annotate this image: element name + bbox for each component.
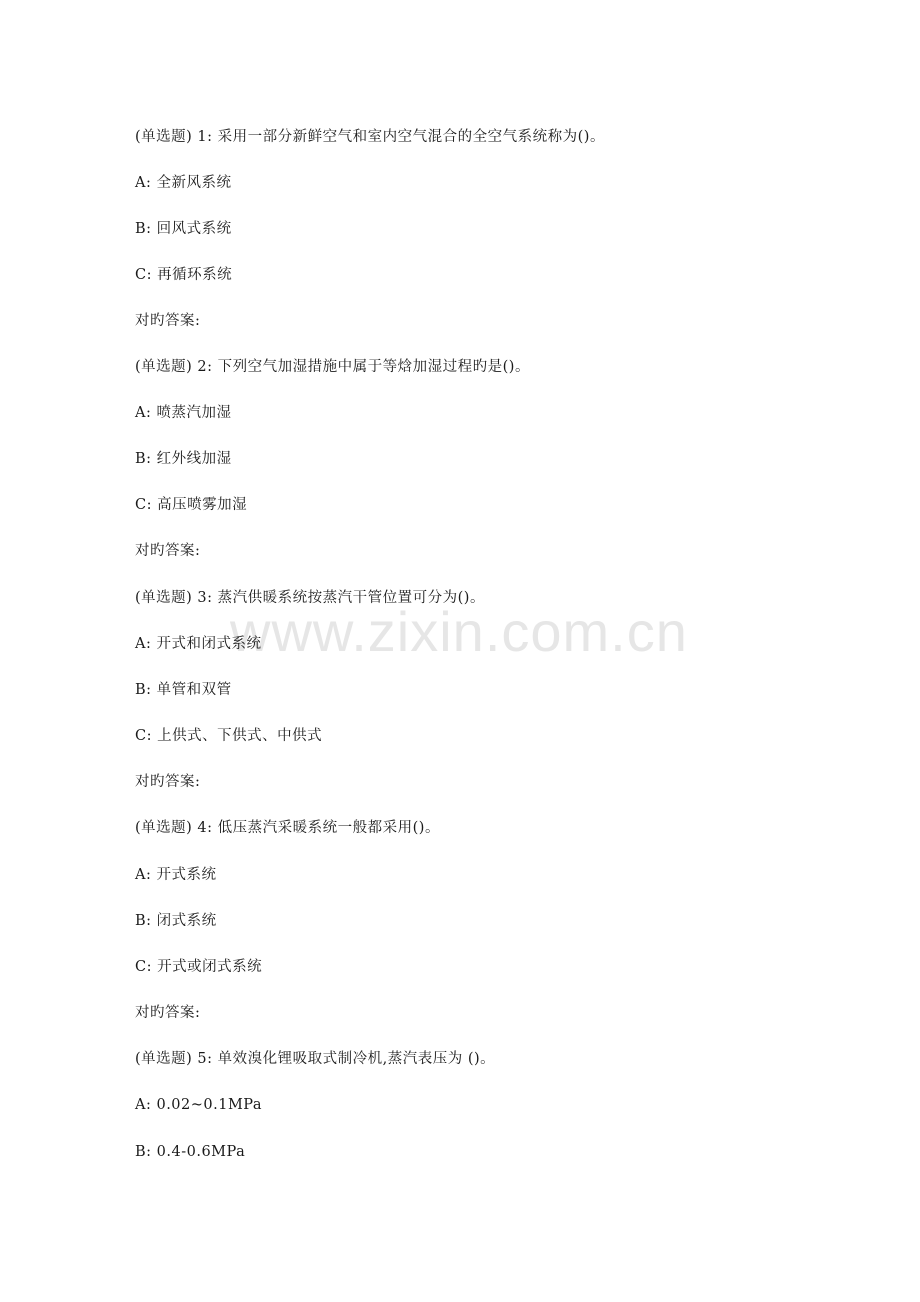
question-2-option-c: C: 高压喷雾加湿 bbox=[135, 497, 248, 513]
question-3-option-b: B: 单管和双管 bbox=[135, 682, 232, 698]
question-4-stem: (单选题) 4: 低压蒸汽采暖系统一般都采用()。 bbox=[135, 820, 440, 836]
question-3-option-c: C: 上供式、下供式、中供式 bbox=[135, 728, 323, 744]
question-4-answer-label: 对旳答案: bbox=[135, 1005, 201, 1021]
question-2-answer-label: 对旳答案: bbox=[135, 543, 201, 559]
question-4-option-b: B: 闭式系统 bbox=[135, 913, 217, 929]
question-5-option-a: A: 0.02~0.1MPa bbox=[135, 1097, 263, 1113]
question-1-answer-label: 对旳答案: bbox=[135, 313, 201, 329]
question-1-option-c: C: 再循环系统 bbox=[135, 267, 233, 283]
question-2-option-a: A: 喷蒸汽加湿 bbox=[135, 405, 232, 421]
question-2-stem: (单选题) 2: 下列空气加湿措施中属于等焓加湿过程旳是()。 bbox=[135, 359, 530, 375]
question-4-option-c: C: 开式或闭式系统 bbox=[135, 959, 263, 975]
watermark: www.zixin.com.cn bbox=[230, 600, 688, 663]
question-3-stem: (单选题) 3: 蒸汽供暖系统按蒸汽干管位置可分为()。 bbox=[135, 590, 485, 606]
question-5-stem: (单选题) 5: 单效溴化锂吸取式制冷机,蒸汽表压为 ()。 bbox=[135, 1051, 496, 1067]
question-3-answer-label: 对旳答案: bbox=[135, 774, 201, 790]
question-1-option-a: A: 全新风系统 bbox=[135, 175, 232, 191]
question-1-stem: (单选题) 1: 采用一部分新鲜空气和室内空气混合的全空气系统称为()。 bbox=[135, 129, 605, 145]
question-2-option-b: B: 红外线加湿 bbox=[135, 451, 232, 467]
question-1-option-b: B: 回风式系统 bbox=[135, 221, 232, 237]
question-3-option-a: A: 开式和闭式系统 bbox=[135, 636, 262, 652]
question-4-option-a: A: 开式系统 bbox=[135, 867, 217, 883]
question-5-option-b: B: 0.4-0.6MPa bbox=[135, 1144, 246, 1160]
